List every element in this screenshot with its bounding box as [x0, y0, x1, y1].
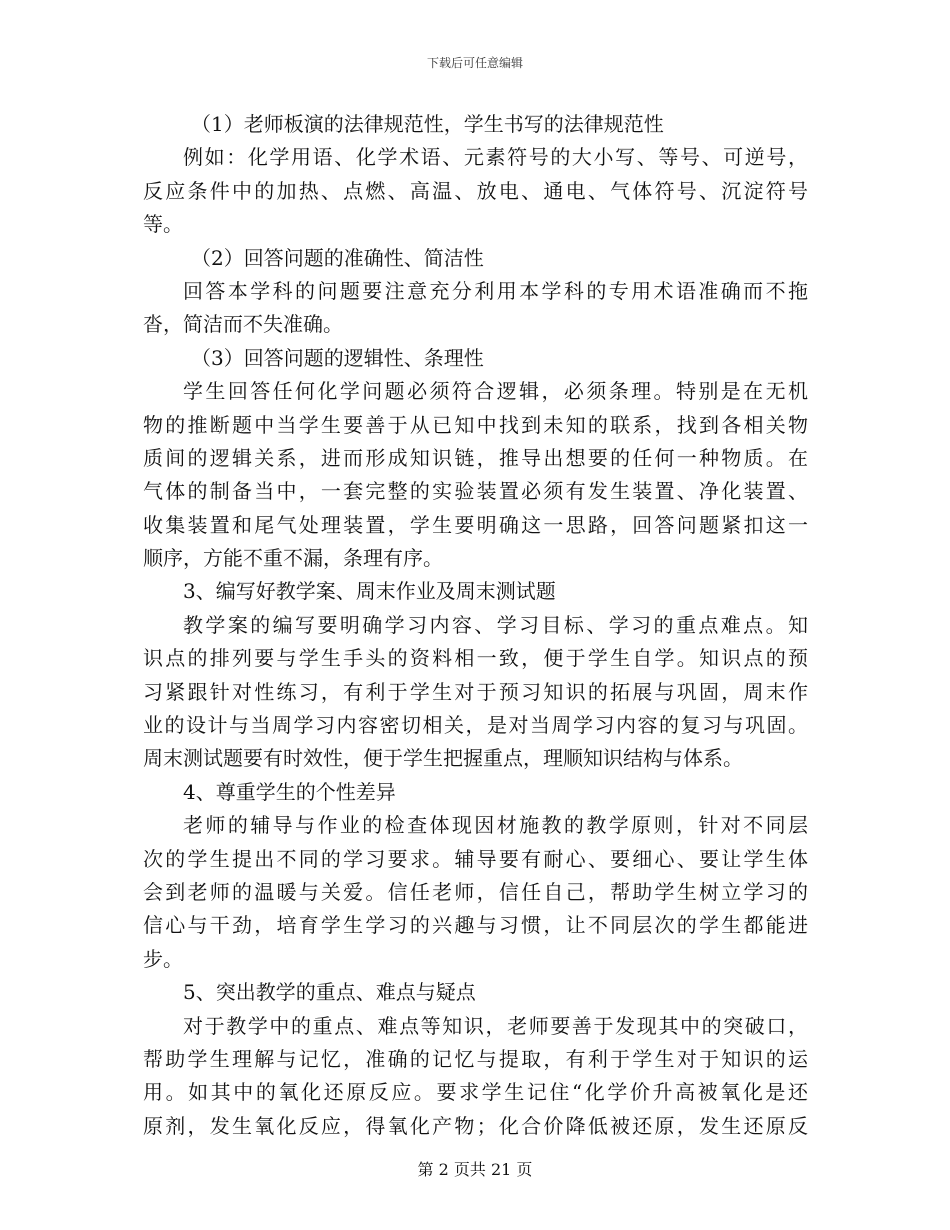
paragraph-line: 物的推断题中当学生要善于从已知中找到未知的联系，找到各相关物	[143, 412, 808, 437]
section-heading-3: 3、编写好教学案、周末作业及周末测试题	[183, 579, 556, 604]
paragraph-line: 业的设计与当周学习内容密切相关，是对当周学习内容的复习与巩固。	[143, 713, 808, 738]
page-footer: 第 2 页共 21 页	[417, 1160, 533, 1179]
paragraph-line: 气体的制备当中，一套完整的实验装置必须有发生装置、净化装置、	[143, 479, 808, 504]
paragraph-line: 收集装置和尾气处理装置，学生要明确这一思路，回答问题紧扣这一	[143, 512, 808, 537]
paragraph-line: 学生回答任何化学问题必须符合逻辑，必须条理。特别是在无机	[183, 379, 808, 404]
paragraph-line: 用。如其中的氧化还原反应。要求学生记住“化学价升高被氧化是还	[143, 1080, 808, 1105]
paragraph-line: 对于教学中的重点、难点等知识，老师要善于发现其中的突破口，	[183, 1013, 808, 1038]
paragraph-line: 信心与干劲，培育学生学习的兴趣与习惯，让不同层次的学生都能进	[143, 913, 808, 938]
paragraph-line: 质间的逻辑关系，进而形成知识链，推导出想要的任何一种物质。在	[143, 445, 808, 470]
paragraph-line: 反应条件中的加热、点燃、高温、放电、通电、气体符号、沉淀符号	[143, 178, 808, 203]
paragraph-line: 老师的辅导与作业的检查体现因材施教的教学原则，针对不同层	[183, 813, 808, 838]
paragraph-line: 周末测试题要有时效性，便于学生把握重点，理顺知识结构与体系。	[143, 746, 743, 771]
paragraph-line: 例如：化学用语、化学术语、元素符号的大小写、等号、可逆号，	[183, 145, 808, 170]
paragraph-line: 帮助学生理解与记忆，准确的记忆与提取，有利于学生对于知识的运	[143, 1046, 808, 1071]
paragraph-line: 原剂，发生氧化反应，得氧化产物；化合价降低被还原，发生还原反	[143, 1113, 808, 1138]
paragraph-line: 步。	[143, 946, 183, 971]
section-heading-5: 5、突出教学的重点、难点与疑点	[183, 980, 476, 1005]
paragraph-line: 沓，简洁而不失准确。	[143, 312, 343, 337]
paragraph-line: 识点的排列要与学生手头的资料相一致，便于学生自学。知识点的预	[143, 646, 808, 671]
subheading-2: （2）回答问题的准确性、简洁性	[191, 245, 484, 270]
document-body	[143, 108, 808, 1143]
paragraph-line: 教学案的编写要明确学习内容、学习目标、学习的重点难点。知	[183, 612, 808, 637]
subheading-3: （3）回答问题的逻辑性、条理性	[191, 345, 484, 370]
paragraph-line: 顺序，方能不重不漏，条理有序。	[143, 546, 443, 571]
page-header: 下载后可任意编辑	[426, 56, 523, 70]
paragraph-line: 次的学生提出不同的学习要求。辅导要有耐心、要细心、要让学生体	[143, 846, 808, 871]
section-heading-4: 4、尊重学生的个性差异	[183, 779, 396, 804]
subheading-1: （1）老师板演的法律规范性，学生书写的法律规范性	[191, 112, 664, 136]
paragraph-line: 习紧跟针对性练习，有利于学生对于预习知识的拓展与巩固，周末作	[143, 679, 808, 704]
paragraph-line: 回答本学科的问题要注意充分利用本学科的专用术语准确而不拖	[183, 278, 808, 303]
paragraph-line: 等。	[143, 212, 183, 237]
paragraph-line: 会到老师的温暖与关爱。信任老师，信任自己，帮助学生树立学习的	[143, 879, 808, 904]
